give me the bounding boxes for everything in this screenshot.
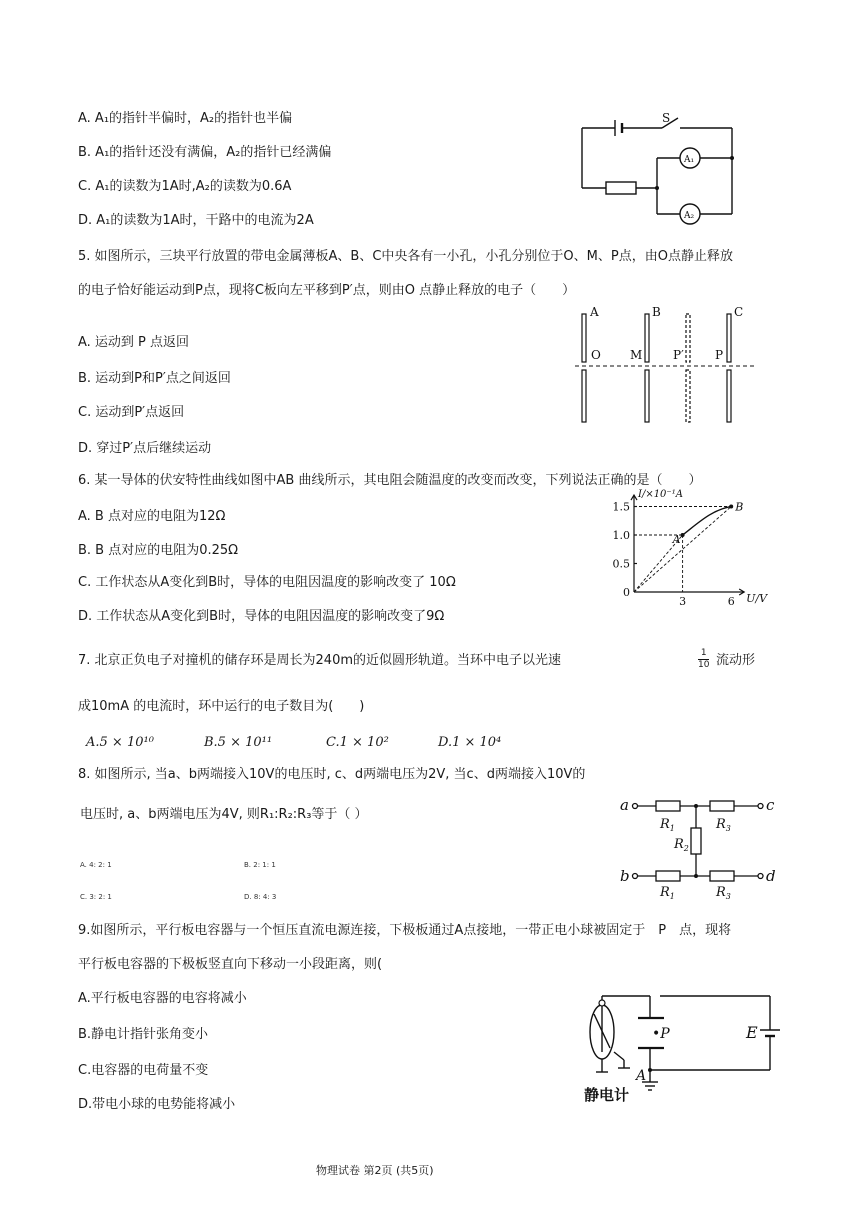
q7-stem-line2: 成10mA 的电流时，环中运行的电子数目为( ) <box>78 699 365 714</box>
q8-resistor-network <box>618 794 778 899</box>
plate-a-label: A <box>590 305 599 319</box>
x-tick-label: 3 <box>679 595 687 608</box>
q6-iv-chart <box>600 490 780 615</box>
q6-option-a: A. B 点对应的电阻为12Ω <box>78 509 226 524</box>
q5-stem-line2: 的电子恰好能运动到P点，现将C板向左平移到P′点，则由O 点静止释放的电子（ ） <box>78 283 576 298</box>
q7-option-c: C.1 × 10² <box>326 735 389 750</box>
point-b-label: B <box>735 500 744 514</box>
guide-ob-line <box>634 507 731 593</box>
y-tick-label: 1.5 <box>612 500 630 514</box>
terminal-c-label: c <box>766 796 775 814</box>
r1-bottom-label: $R_1$ <box>660 885 675 901</box>
point-m-label: M <box>630 348 643 362</box>
q6-option-c: C. 工作状态从A变化到B时，导体的电阻因温度的影响改变了 10Ω <box>78 575 456 590</box>
plate-c-label: C <box>734 305 744 319</box>
electrometer-label: 静电计 <box>584 1086 630 1104</box>
y-tick-label: 1.0 <box>612 529 630 542</box>
point-p-prime-label: P′ <box>673 348 684 362</box>
q4-circuit-diagram <box>570 108 750 228</box>
q6-option-b: B. B 点对应的电阻为0.25Ω <box>78 543 239 558</box>
r3-bottom-label: $R_3$ <box>716 885 731 901</box>
page-footer: 物理试卷 第2页 (共5页) <box>316 1164 434 1177</box>
q5-option-b: B. 运动到P和P′点之间返回 <box>78 371 231 386</box>
r2-label: $R_2$ <box>674 837 689 853</box>
q5-stem-line1: 5. 如图所示，三块平行放置的带电金属薄板A、B、C中央各有一小孔，小孔分别位于O、M、P点，由O点静止释放 <box>78 249 733 264</box>
q4-option-a: A. A₁的指针半偏时，A₂的指针也半偏 <box>78 111 293 126</box>
point-p-label: •P <box>652 1026 670 1042</box>
q4-option-c: C. A₁的读数为1A时,A₂的读数为0.6A <box>78 179 292 194</box>
x-tick-label: 6 <box>727 595 735 608</box>
q5-option-d: D. 穿过P′点后继续运动 <box>78 441 212 456</box>
q6-option-d: D. 工作状态从A变化到B时，导体的电阻因温度的影响改变了9Ω <box>78 609 445 624</box>
point-a-label: A <box>672 533 681 546</box>
iv-curve-ab <box>683 507 732 536</box>
q5-option-c: C. 运动到P′点返回 <box>78 405 185 420</box>
q8-option-d: D. 8: 4: 3 <box>244 893 277 901</box>
r3-top-label: $R_3$ <box>716 817 731 833</box>
q4-option-b: B. A₁的指针还没有满偏，A₂的指针已经满偏 <box>78 145 332 160</box>
point-a-mark <box>681 533 685 537</box>
q4-option-d: D. A₁的读数为1A时，干路中的电流为2A <box>78 213 314 228</box>
point-b-mark <box>729 505 733 509</box>
plate-b-label: B <box>652 305 661 319</box>
q7-option-a: A.5 × 10¹⁰ <box>86 735 154 750</box>
q7-stem-line1: 7. 北京正负电子对撞机的储存环是周长为240m的近似圆形轨道。当环中电子以光速 <box>78 653 562 668</box>
q7-fraction-denominator: 10 <box>698 660 710 670</box>
point-p-label: P <box>715 348 724 362</box>
x-axis-label: U/V <box>746 592 768 605</box>
terminal-a-label: a <box>620 796 629 814</box>
terminal-d-label: d <box>766 867 776 885</box>
q9-stem-line2: 平行板电容器的下极板竖直向下移动一小段距离，则( <box>78 957 383 972</box>
q8-option-c: C. 3: 2: 1 <box>80 893 112 901</box>
q9-capacitor-diagram <box>580 990 780 1105</box>
q9-option-a: A.平行板电容器的电容将减小 <box>78 991 247 1006</box>
q7-option-d: D.1 × 10⁴ <box>438 735 502 750</box>
y-tick-label: 0.5 <box>612 557 630 571</box>
q5-plates-diagram <box>570 300 760 430</box>
point-o-label: O <box>591 348 601 362</box>
q6-stem: 6. 某一导体的伏安特性曲线如图中AB 曲线所示，其电阻会随温度的改变而改变，下列说法正确的是（ ） <box>78 473 702 488</box>
q8-stem-line1: 8. 如图所示, 当a、b两端接入10V的电压时, c、d两端电压为2V, 当c、d两端接入10V的 <box>78 767 586 782</box>
q7-fraction-numerator: 1 <box>700 648 707 658</box>
ammeter-a2-label: A₂ <box>684 211 695 221</box>
ammeter-a1-label: A₁ <box>684 155 695 165</box>
switch-label: S <box>662 111 671 125</box>
source-e-label: E <box>746 1023 758 1042</box>
q8-stem-line2: 电压时, a、b两端电压为4V, 则R₁:R₂:R₃等于（ ） <box>80 807 368 822</box>
r1-top-label: $R_1$ <box>660 817 675 833</box>
q5-option-a: A. 运动到 P 点返回 <box>78 335 190 350</box>
q9-option-c: C.电容器的电荷量不变 <box>78 1063 209 1078</box>
q9-stem-line1: 9.如图所示，平行板电容器与一个恒压直流电源连接，下极板通过A点接地，一带正电小球被固定于 P 点，现将 <box>78 923 732 938</box>
q7-stem-line1-end: 流动形 <box>716 653 756 668</box>
y-tick-label: 0 <box>623 586 630 599</box>
q7-option-b: B.5 × 10¹¹ <box>204 735 273 750</box>
y-axis-label: I/×10⁻¹A <box>638 489 683 501</box>
q8-option-b: B. 2: 1: 1 <box>244 861 276 869</box>
q7-fraction <box>698 648 709 671</box>
terminal-b-label: b <box>620 867 630 885</box>
q8-option-a: A. 4: 2: 1 <box>80 861 112 869</box>
ground-a-label: A <box>636 1068 647 1084</box>
q9-option-d: D.带电小球的电势能将减小 <box>78 1097 236 1112</box>
q9-option-b: B.静电计指针张角变小 <box>78 1027 209 1042</box>
